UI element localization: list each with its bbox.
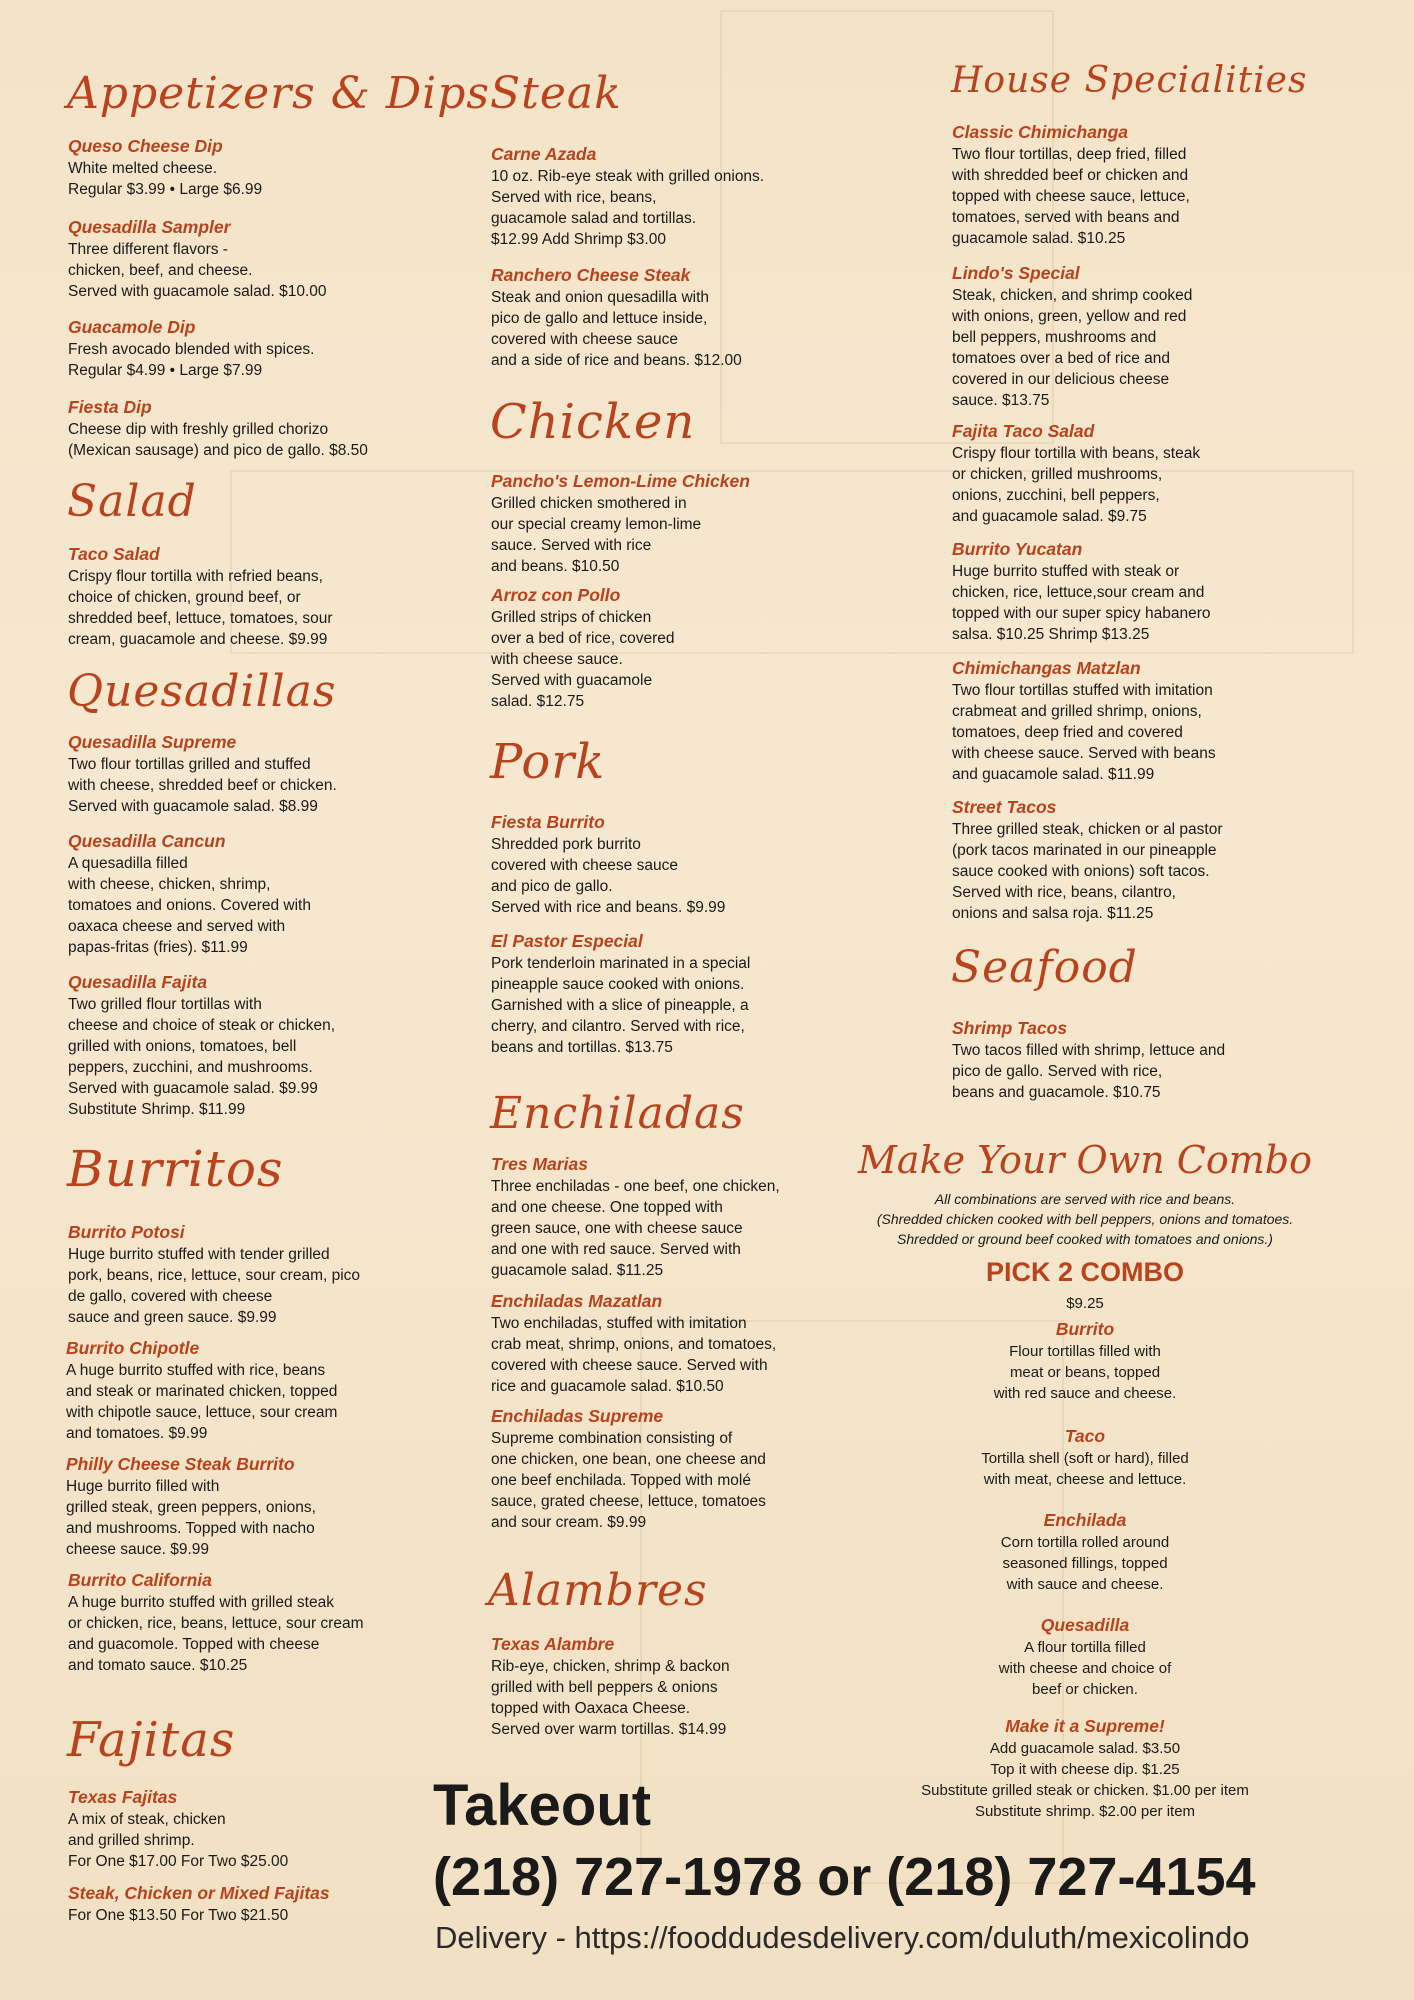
combo-option	[850, 1715, 1320, 1822]
combo-note: All combinations are served with rice and beans. (Shredded chicken cooked with bell peppers, onions and tomatoes. Shredded or ground beef cooked with tomatoes and onions.)	[876, 1191, 1294, 1247]
item-description: Two enchiladas, stuffed with imitation crab meat, shrimp, onions, and tomatoes, covered with cheese sauce. Served with rice and guacamole salad. $10.50	[491, 1315, 777, 1395]
item-name: Steak, Chicken or Mixed Fajitas	[68, 1883, 330, 1903]
menu-item	[68, 731, 337, 817]
menu-item	[68, 1569, 364, 1676]
combo-option-name: Enchilada	[1043, 1510, 1127, 1530]
menu-item	[68, 830, 311, 958]
item-name: Burrito California	[68, 1570, 212, 1590]
menu-item	[68, 1882, 330, 1926]
item-name: Enchiladas Supreme	[491, 1406, 664, 1426]
section-title-chicken: Chicken	[490, 394, 696, 450]
item-description: Steak, chicken, and shrimp cooked with onions, green, yellow and red bell peppers, mushrooms and tomatoes over a bed of rice and covered in our delicious cheese sauce. $13.75	[952, 287, 1193, 409]
item-name: Texas Fajitas	[68, 1787, 178, 1807]
menu-item	[491, 1153, 780, 1281]
delivery-link[interactable]: Delivery - https://fooddudesdelivery.com/duluth/mexicolindo	[435, 1920, 1250, 1955]
combo-option-description: Flour tortillas filled with meat or beans, topped with red sauce and cheese.	[993, 1343, 1177, 1402]
section-title-steak: Steak	[490, 68, 622, 119]
menu-item	[491, 143, 764, 250]
item-description: White melted cheese. Regular $3.99 • Large $6.99	[68, 160, 263, 198]
combo-option	[850, 1509, 1320, 1595]
menu-item	[68, 543, 333, 650]
item-name: Texas Alambre	[491, 1634, 615, 1654]
menu-item	[491, 1290, 776, 1397]
combo-option-description: Corn tortilla rolled around seasoned fillings, topped with sauce and cheese.	[1000, 1534, 1170, 1593]
item-description: Two flour tortillas grilled and stuffed with cheese, shredded beef or chicken. Served with guacamole salad. $8.99	[68, 756, 337, 815]
item-description: For One $13.50 For Two $21.50	[68, 1907, 289, 1924]
takeout-heading: Takeout	[433, 1773, 652, 1838]
menu-item	[952, 121, 1190, 249]
item-name: Fiesta Dip	[68, 397, 152, 417]
item-name: Philly Cheese Steak Burrito	[66, 1454, 295, 1474]
section-title-appetizers: Appetizers & Dips	[67, 68, 490, 119]
menu-item	[491, 470, 750, 577]
item-name: Quesadilla Supreme	[68, 732, 237, 752]
combo-price: $9.25	[1066, 1295, 1104, 1312]
item-description: A huge burrito stuffed with grilled steak or chicken, rice, beans, lettuce, sour cream and guacomole. Topped with cheese and tomato sauce. $10.25	[68, 1594, 364, 1674]
item-name: Queso Cheese Dip	[68, 136, 223, 156]
item-description: Pork tenderloin marinated in a special pineapple sauce cooked with onions. Garnished with a slice of pineapple, a cherry, and cilantro. Served with rice, beans and tortillas. $13.75	[491, 955, 751, 1056]
combo-pick-heading: PICK 2 COMBO	[985, 1257, 1185, 1287]
combo-title: Make Your Own Combo	[858, 1138, 1312, 1182]
section-title-house: House Specialities	[951, 60, 1308, 101]
menu-item	[491, 1405, 766, 1533]
item-name: Guacamole Dip	[68, 317, 196, 337]
item-description: Steak and onion quesadilla with pico de gallo and lettuce inside, covered with cheese sauce and a side of rice and beans. $12.00	[491, 289, 742, 369]
section-title-pork: Pork	[490, 734, 606, 790]
item-description: A huge burrito stuffed with rice, beans and steak or marinated chicken, topped with chipotle sauce, lettuce, sour cream and tomatoes. $9.99	[66, 1362, 338, 1442]
item-name: Taco Salad	[68, 544, 160, 564]
item-description: 10 oz. Rib-eye steak with grilled onions. Served with rice, beans, guacamole salad and tortillas. $12.99 Add Shrimp $3.00	[491, 168, 765, 248]
menu-item	[68, 216, 327, 302]
item-name: Shrimp Tacos	[952, 1018, 1068, 1038]
menu-item	[68, 135, 262, 200]
item-name: Fiesta Burrito	[491, 812, 605, 832]
item-name: Chimichangas Matzlan	[952, 658, 1141, 678]
item-description: Grilled strips of chicken over a bed of rice, covered with cheese sauce. Served with guacamole salad. $12.75	[491, 609, 675, 710]
item-description: Two flour tortillas, deep fried, filled with shredded beef or chicken and topped with cheese sauce, lettuce, tomatoes, served with beans and guacamole salad. $10.25	[952, 146, 1190, 247]
menu-item	[952, 538, 1211, 645]
item-name: Quesadilla Cancun	[68, 831, 226, 851]
item-description: Two flour tortillas stuffed with imitation crabmeat and grilled shrimp, onions, tomatoes, deep fried and covered with cheese sauce. Served with beans and guacamole salad. $11.99	[952, 682, 1216, 783]
item-name: Burrito Chipotle	[66, 1338, 200, 1358]
item-description: Three enchiladas - one beef, one chicken, and one cheese. One topped with green sauce, one with cheese sauce and one with red sauce. Served with guacamole salad. $11.25	[491, 1178, 780, 1279]
section-title-alambres: Alambres	[488, 1565, 708, 1616]
combo-option-name: Burrito	[1055, 1319, 1115, 1339]
menu-item	[68, 1786, 288, 1872]
section-title-enchiladas: Enchiladas	[490, 1088, 745, 1139]
menu-item	[66, 1337, 337, 1444]
menu-item	[491, 264, 742, 371]
item-description: A mix of steak, chicken and grilled shrimp. For One $17.00 For Two $25.00	[68, 1811, 289, 1870]
item-description: Supreme combination consisting of one chicken, one bean, one cheese and one beef enchilada. Topped with molé sauce, grated cheese, lettuce, tomatoes and sour cream. $9.99	[491, 1430, 766, 1531]
item-name: Fajita Taco Salad	[952, 421, 1095, 441]
section-title-seafood: Seafood	[951, 942, 1138, 993]
item-name: El Pastor Especial	[491, 931, 643, 951]
menu-item	[66, 1453, 316, 1560]
item-description: Three grilled steak, chicken or al pastor (pork tacos marinated in our pineapple sauce cooked with onions) soft tacos. Served with rice, beans, cilantro, onions and salsa roja. $11.25	[952, 821, 1223, 922]
item-description: Huge burrito filled with grilled steak, green peppers, onions, and mushrooms. Topped with nacho cheese sauce. $9.99	[66, 1478, 316, 1558]
item-description: Two grilled flour tortillas with cheese and choice of steak or chicken, grilled with onions, tomatoes, bell peppers, zucchini, and mushrooms. Served with guacamole salad. $9.99 Substitute Shrimp. $11.99	[68, 996, 336, 1118]
combo-option-description: A flour tortilla filled with cheese and choice of beef or chicken.	[998, 1639, 1172, 1698]
section-title-quesadillas: Quesadillas	[67, 666, 337, 717]
item-description: Huge burrito stuffed with steak or chicken, rice, lettuce,sour cream and topped with our super spicy habanero salsa. $10.25 Shrimp $13.25	[952, 563, 1211, 643]
combo-option	[850, 1425, 1320, 1490]
item-description: Rib-eye, chicken, shrimp & backon grilled with bell peppers & onions topped with Oaxaca Cheese. Served over warm tortillas. $14.99	[491, 1658, 730, 1738]
menu-item	[68, 316, 314, 381]
item-name: Enchiladas Mazatlan	[491, 1291, 663, 1311]
item-name: Burrito Yucatan	[952, 539, 1083, 559]
item-description: Fresh avocado blended with spices. Regular $4.99 • Large $7.99	[68, 341, 315, 379]
menu-item	[491, 584, 675, 712]
menu-item	[491, 1633, 730, 1740]
menu-item	[491, 930, 750, 1058]
item-name: Quesadilla Fajita	[68, 972, 208, 992]
combo-option-name: Make it a Supreme!	[1005, 1716, 1165, 1736]
item-name: Carne Azada	[491, 144, 597, 164]
menu-item	[68, 1221, 360, 1328]
menu-item	[68, 971, 335, 1120]
item-description: Cheese dip with freshly grilled chorizo (Mexican sausage) and pico de gallo. $8.50	[68, 421, 368, 459]
menu-item	[952, 796, 1223, 924]
item-name: Ranchero Cheese Steak	[491, 265, 691, 285]
item-description: Grilled chicken smothered in our special creamy lemon-lime sauce. Served with rice and beans. $10.50	[491, 495, 702, 575]
combo-option-description: Tortilla shell (soft or hard), filled with meat, cheese and lettuce.	[981, 1450, 1189, 1488]
item-description: A quesadilla filled with cheese, chicken, shrimp, tomatoes and onions. Covered with oaxaca cheese and served with papas-fritas (fries). $11.99	[68, 855, 311, 956]
menu-item	[491, 811, 725, 918]
item-name: Street Tacos	[952, 797, 1057, 817]
item-description: Two tacos filled with shrimp, lettuce and pico de gallo. Served with rice, beans and guacamole. $10.75	[952, 1042, 1226, 1101]
combo-option	[850, 1318, 1320, 1404]
item-name: Lindo's Special	[952, 263, 1080, 283]
section-title-fajitas: Fajitas	[67, 1712, 236, 1768]
item-name: Classic Chimichanga	[952, 122, 1129, 142]
section-title-salad: Salad	[67, 476, 197, 527]
menu-item	[952, 420, 1200, 527]
item-name: Burrito Potosi	[68, 1222, 185, 1242]
combo-option-name: Taco	[1064, 1426, 1106, 1446]
combo-option-name: Quesadilla	[1040, 1615, 1130, 1635]
item-description: Three different flavors - chicken, beef, and cheese. Served with guacamole salad. $10.00	[68, 241, 327, 300]
item-description: Shredded pork burrito covered with cheese sauce and pico de gallo. Served with rice and beans. $9.99	[491, 836, 726, 916]
combo-option-description: Add guacamole salad. $3.50 Top it with cheese dip. $1.25 Substitute grilled steak or chicken. $1.00 per item Substitute shrimp. $2.00 per item	[921, 1740, 1249, 1820]
menu-item	[952, 262, 1192, 411]
combo-option	[850, 1614, 1320, 1700]
item-description: Crispy flour tortilla with beans, steak or chicken, grilled mushrooms, onions, zucchini, bell peppers, and guacamole salad. $9.75	[952, 445, 1201, 525]
item-description: Huge burrito stuffed with tender grilled pork, beans, rice, lettuce, sour cream, pico de gallo, covered with cheese sauce and green sauce. $9.99	[68, 1246, 361, 1326]
menu-item	[952, 1017, 1225, 1103]
item-name: Arroz con Pollo	[491, 585, 621, 605]
menu-item	[952, 657, 1216, 785]
item-name: Quesadilla Sampler	[68, 217, 231, 237]
phone-numbers[interactable]: (218) 727-1978 or (218) 727-4154	[433, 1847, 1256, 1907]
section-title-burritos: Burritos	[67, 1140, 284, 1198]
item-description: Crispy flour tortilla with refried beans, choice of chicken, ground beef, or shredded beef, lettuce, tomatoes, sour cream, guacamole and cheese. $9.99	[68, 568, 333, 648]
menu-item	[68, 396, 368, 461]
item-name: Tres Marias	[491, 1154, 588, 1174]
item-name: Pancho's Lemon-Lime Chicken	[491, 471, 750, 491]
